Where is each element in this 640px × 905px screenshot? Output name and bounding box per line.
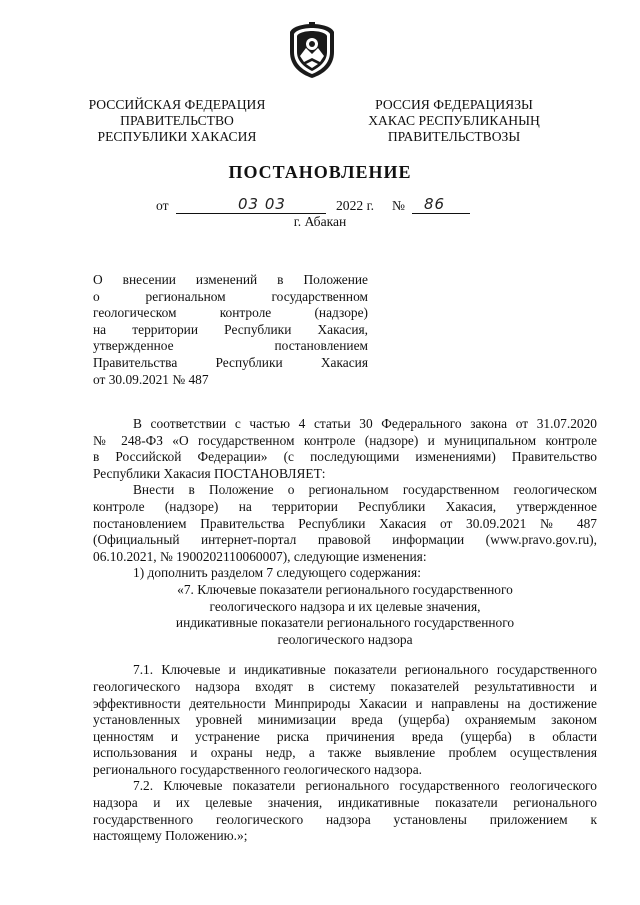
paragraph-preamble	[93, 416, 597, 482]
year-label: 2022 г.	[336, 198, 375, 213]
body-line: надзора и их целевые значения, индикативные показатели регионального	[93, 795, 597, 811]
header-right-line: ХАКАС РЕСПУБЛИКАНЫҢ	[368, 113, 540, 128]
body-line: постановлением Правительства Республики Хакасия от 30.09.2021 № 487	[93, 515, 597, 531]
header-right-line: РОССИЯ ФЕДЕРАЦИЯЗЫ	[375, 97, 533, 112]
header-right	[360, 97, 548, 145]
header-left	[82, 97, 272, 145]
from-label: от	[156, 198, 169, 213]
body-line: Республики Хакасия ПОСТАНОВЛЯЕТ:	[93, 465, 326, 481]
subject-line: о региональном государственном	[93, 288, 368, 304]
number-label: №	[392, 198, 405, 213]
section-title	[93, 582, 597, 648]
subject-block	[93, 272, 368, 388]
body-line: контроле (надзоре) на территории Республики Хакасия, утвержденное	[93, 498, 597, 514]
paragraph-7-2	[93, 778, 597, 844]
subject-line: утвержденное постановлением	[93, 338, 368, 354]
body-line: № 248-ФЗ «О государственном контроле (надзоре) и муниципальном контроле	[93, 432, 597, 448]
subject-line: на территории Республики Хакасия,	[93, 321, 368, 337]
body-line: государственного геологического надзора установлены приложением к	[93, 811, 597, 827]
body-line: 06.10.2021, № 1900202110060007), следующие изменения:	[93, 548, 427, 564]
body-line: 7.1. Ключевые и индикативные показатели регионального государственного	[133, 662, 597, 678]
section-title-line: индикативные показатели регионального государственного	[175, 615, 515, 631]
body-line: эффективности деятельности Минприроды Хакасии и направлены на достижение	[93, 695, 597, 711]
coat-of-arms-icon	[286, 22, 338, 80]
body-line: 1) дополнить разделом 7 следующего содержания:	[133, 565, 421, 581]
section-title-line: геологического надзора	[277, 631, 413, 647]
body-line: Внести в Положение о региональном государственном геологическом	[133, 482, 597, 498]
header-left-line: РОССИЙСКАЯ ФЕДЕРАЦИЯ	[88, 97, 266, 112]
body-line: В соответствии с частью 4 статьи 30 Федерального закона от 31.07.2020	[133, 416, 597, 431]
body-line: ценностям и устранение риска причинения вреда (ущерба) в области	[93, 728, 597, 744]
subject-line: О внесении изменений в Положение	[93, 272, 368, 287]
spacer	[93, 648, 597, 662]
handwritten-number: 86	[424, 195, 446, 213]
paragraph-7-1	[93, 662, 597, 778]
subject-line: Правительства Республики Хакасия	[93, 354, 368, 370]
handwritten-date: 03 03	[238, 195, 286, 213]
document-body	[93, 416, 597, 845]
body-line: установленных уровней минимизации вреда (ущерба) охраняемым законом	[93, 712, 597, 728]
paragraph-amendment	[93, 482, 597, 565]
section-title-line: «7. Ключевые показатели регионального государственного	[177, 581, 513, 597]
body-line: 7.2. Ключевые показатели регионального государственного геологического	[133, 778, 597, 794]
subject-line: геологическом контроле (надзоре)	[93, 305, 368, 321]
header-left-line: РЕСПУБЛИКИ ХАКАСИЯ	[97, 129, 257, 144]
subject-line: от 30.09.2021 № 487	[93, 371, 209, 387]
section-title-line: геологического надзора и их целевые значения,	[209, 598, 481, 614]
header-left-line: ПРАВИТЕЛЬСТВО	[120, 113, 234, 128]
body-line: использования и охраны недр, а также выявление проблем осуществления	[93, 745, 597, 761]
header-right-line: ПРАВИТЕЛЬСТВОЗЫ	[387, 129, 521, 144]
body-line: настоящему Положению.»;	[93, 828, 248, 844]
body-line: геологического надзора входят в систему показателей результативности и	[93, 678, 597, 694]
document-title: ПОСТАНОВЛЕНИЕ	[228, 162, 412, 182]
body-line: в Российской Федерации» (с последующими изменениями) Правительство	[93, 449, 597, 465]
body-line: (Официальный интернет-портал правовой информации (www.pravo.gov.ru),	[93, 532, 597, 548]
body-line: регионального государственного геологического надзора.	[93, 761, 423, 777]
city-label: г. Абакан	[293, 214, 347, 229]
